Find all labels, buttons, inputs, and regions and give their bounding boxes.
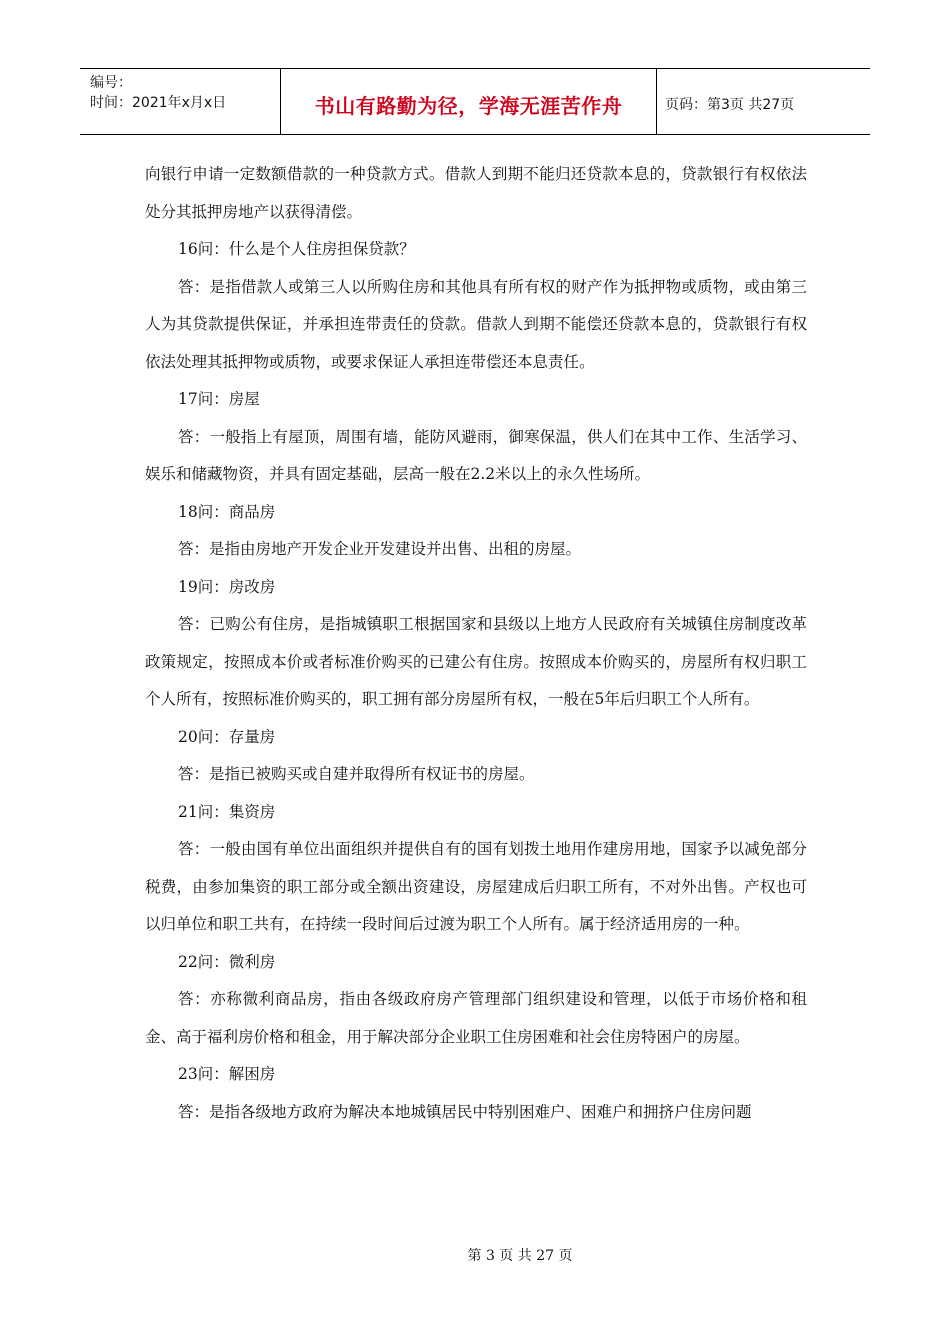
document-number-label: 编号： <box>90 75 132 91</box>
answer-paragraph: 答：是指借款人或第三人以所购住房和其他具有所有权的财产作为抵押物或质物，或由第三人为其贷款提供保证，并承担连带责任的贷款。借款人到期不能偿还贷款本息的，贷款银行有权依法处理其抵押物或质物，或要求保证人承担连带偿还本息责任。 <box>145 277 807 371</box>
question-heading: 18问：商品房 <box>178 502 276 521</box>
question-heading: 20问：存量房 <box>178 727 276 746</box>
body-paragraph: 向银行申请一定数额借款的一种贷款方式。借款人到期不能归还贷款本息的，贷款银行有权依法处分其抵押房地产以获得清偿。 <box>145 165 807 221</box>
page-header <box>80 68 870 135</box>
document-body <box>145 156 807 1131</box>
answer-paragraph: 答：亦称微利商品房，指由各级政府房产管理部门组织建设和管理，以低于市场价格和租金、高于福利房价格和租金，用于解决部分企业职工住房困难和社会住房特困户的房屋。 <box>145 990 807 1046</box>
question-heading: 21问：集资房 <box>178 802 276 821</box>
answer-paragraph: 答：是指已被购买或自建并取得所有权证书的房屋。 <box>178 765 535 783</box>
answer-paragraph: 答：是指由房地产开发企业开发建设并出售、出租的房屋。 <box>178 540 582 558</box>
answer-paragraph: 答：是指各级地方政府为解决本地城镇居民中特别困难户、困难户和拥挤户住房问题 <box>178 1102 752 1121</box>
header-info-cell <box>80 69 281 134</box>
question-heading: 16问：什么是个人住房担保贷款？ <box>178 240 415 258</box>
question-heading: 19问：房改房 <box>178 577 276 596</box>
header-page-info: 页码：第3页 共27页 <box>665 96 795 113</box>
answer-paragraph: 答：已购公有住房，是指城镇职工根据国家和县级以上地方人民政府有关城镇住房制度改革政策规定，按照成本价或者标准价购买的已建公有住房。按照成本价购买的，房屋所有权归职工个人所有，按照标准价购买的，职工拥有部分房屋所有权，一般在5年后归职工个人所有。 <box>145 615 807 708</box>
question-heading: 23问：解困房 <box>178 1065 276 1083</box>
page-footer: 第 3 页 共 27 页 <box>467 1248 573 1264</box>
answer-paragraph: 答：一般指上有屋顶，周围有墙，能防风避雨，御寒保温，供人们在其中工作、生活学习、娱乐和储藏物资，并具有固定基础，层高一般在2.2米以上的永久性场所。 <box>145 427 807 483</box>
question-heading: 22问：微利房 <box>178 952 276 971</box>
header-motto: 书山有路勤为径，学海无涯苦作舟 <box>281 69 657 134</box>
document-time-label: 时间：2021年x月x日 <box>90 95 227 111</box>
answer-paragraph: 答：一般由国有单位出面组织并提供自有的国有划拨土地用作建房用地，国家予以减免部分税费，由参加集资的职工部分或全额出资建设，房屋建成后归职工所有，不对外出售。产权也可以归单位和职工共有，在持续一段时间后过渡为职工个人所有。属于经济适用房的一种。 <box>145 840 807 933</box>
question-heading: 17问：房屋 <box>178 390 260 408</box>
